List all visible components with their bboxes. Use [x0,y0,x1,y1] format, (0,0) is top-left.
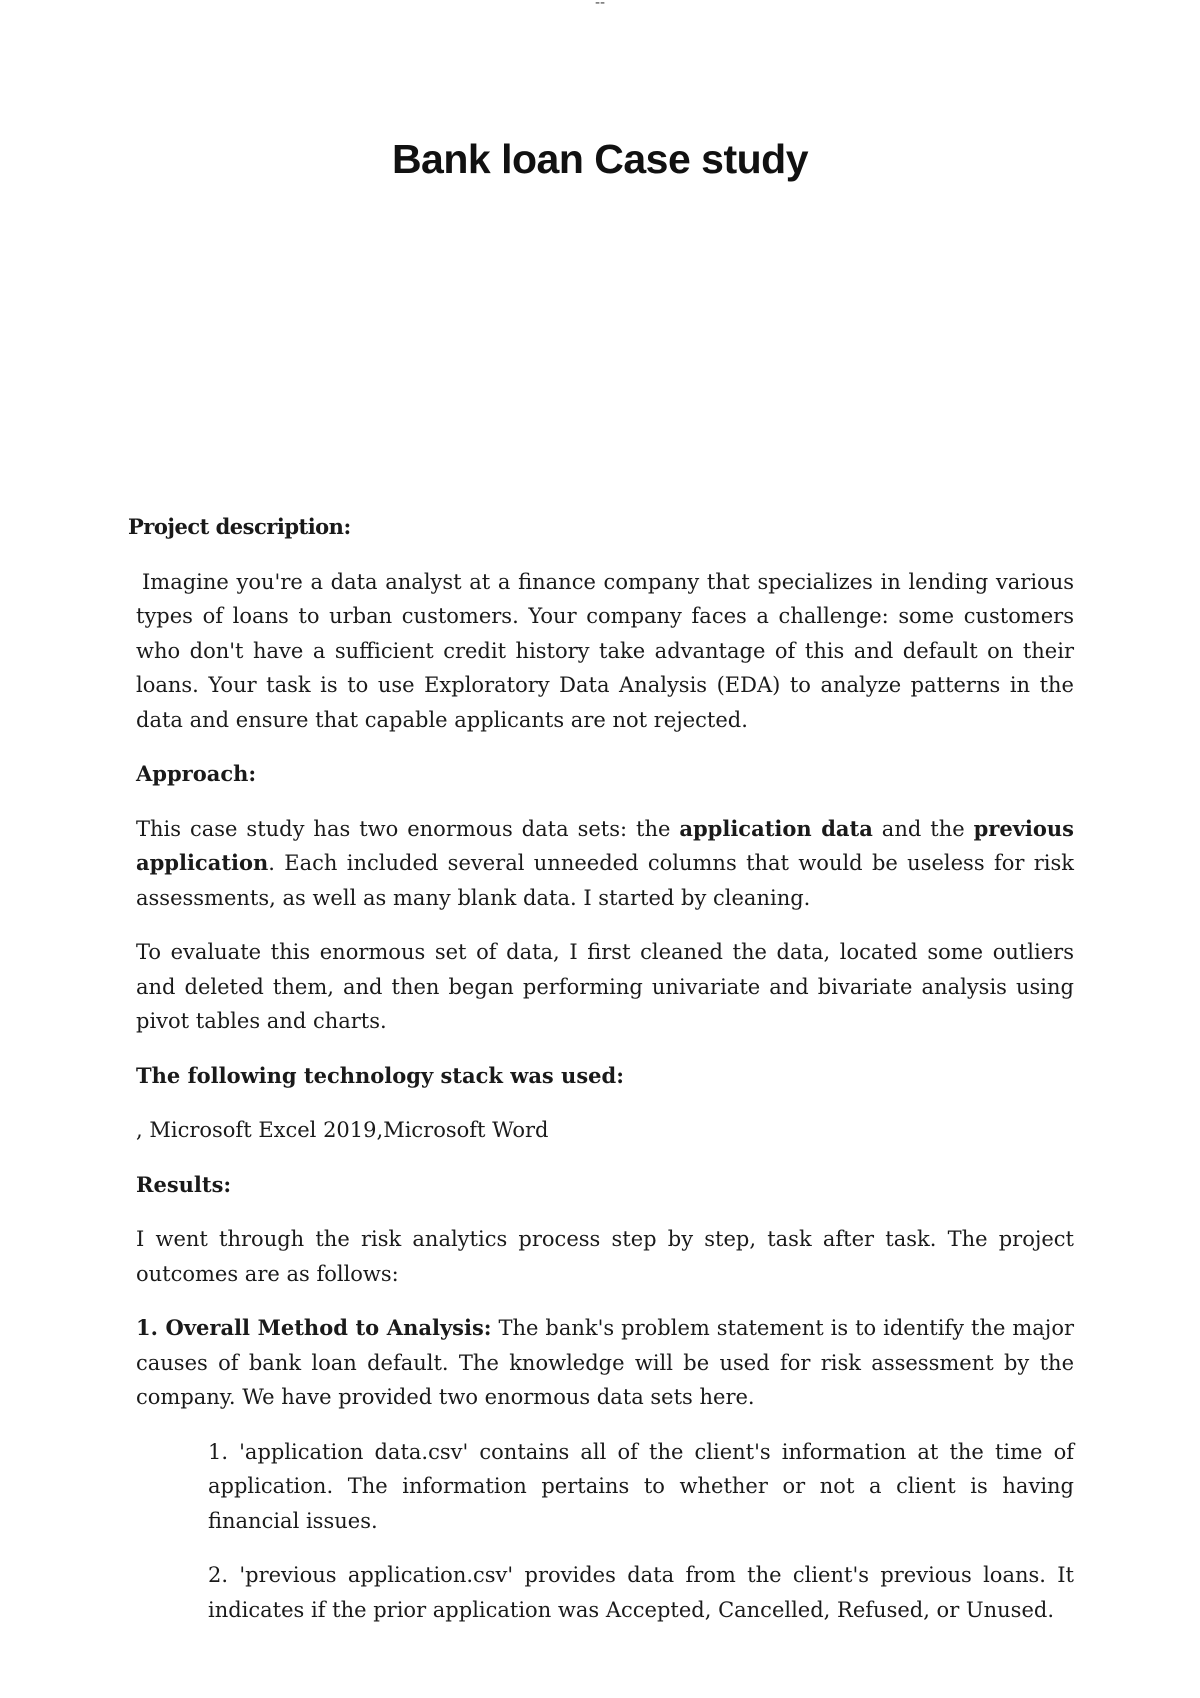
project-description-heading: Project description: [128,514,351,539]
approach-p1-start: This case study has two enormous data sets: the [136,816,680,841]
sub-item-2: 2. 'previous application.csv' provides data from the client's previous loans. It indicates if the prior application was Accepted, Cancelled, Refused, or Unused. [208,1563,1074,1622]
approach-heading: Approach: [136,761,257,786]
approach-p1-bold-previous-application: previous application [136,815,1074,875]
results-heading: Results: [136,1171,232,1197]
approach-p1-end: . Each included several unneeded columns that would be useless for risk assessments, as well as many blank data. I started by cleaning. [136,851,1074,910]
item-1-paragraph [136,1311,1074,1415]
approach-p1-bold-application-data: application data [679,815,873,841]
page-title: Bank loan Case study [391,136,809,182]
tech-stack-paragraph: , Microsoft Excel 2019,Microsoft Word [136,1118,549,1142]
sub-item-1: 1. 'application data.csv' contains all of the client's information at the time of application. The information pertains to whether or not a client is having financial issues. [208,1439,1074,1533]
approach-p1-mid: and the [872,816,974,841]
page-header-mark: -- [594,0,606,11]
project-description-paragraph: Imagine you're a data analyst at a finance company that specializes in lending various types of loans to urban customers. Your company faces a challenge: some customers who don't have a sufficient credit history take advantage of this and default on their loans. Your task is to use Exploratory Data Analysis (EDA) to analyze patterns in the data and ensure that capable applicants are not rejected. [136,569,1074,732]
document-body [128,510,1074,1647]
approach-paragraph-2: To evaluate this enormous set of data, I first cleaned the data, located some outliers and deleted them, and then began performing univariate and bivariate analysis using pivot tables and charts. [136,940,1074,1033]
tech-stack-heading: The following technology stack was used: [136,1062,624,1088]
item-1-bold-label: 1. Overall Method to Analysis: [136,1315,492,1340]
results-paragraph: I went through the risk analytics process step by step, task after task. The project outcomes are as follows: [136,1227,1074,1286]
approach-paragraph-1 [136,812,1074,916]
item-1-text: The bank's problem statement is to identify the major causes of bank loan default. The knowledge will be used for risk assessment by the company. We have provided two enormous data sets here. [136,1316,1074,1409]
